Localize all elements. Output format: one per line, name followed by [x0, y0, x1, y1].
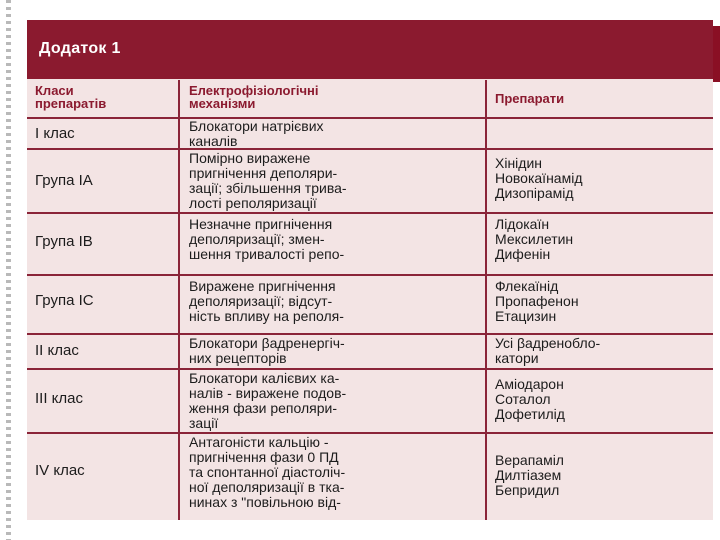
table-cell-class: Група ІС: [35, 292, 94, 309]
table-cell-drugs: Аміодарон Соталол Дофетилід: [495, 376, 565, 422]
table-cell-mechanism: Помірно виражене пригнічення деполяри- зації; збільшення трива- лості реполяризації: [189, 150, 347, 211]
row-divider: [27, 432, 713, 434]
table-cell-mechanism: Виражене пригнічення деполяризації; відсут- ність впливу на реполя-: [189, 278, 344, 324]
appendix-title: Додаток 1: [39, 40, 121, 57]
row-divider: [27, 148, 713, 150]
table-cell-class: ІІ клас: [35, 342, 79, 359]
row-divider: [27, 274, 713, 276]
table-cell-mechanism: Антагоністи кальцію - пригнічення фази 0 ПД та спонтанної діастоліч- ної деполяризації в тка- нинах з "повільною від-: [189, 434, 346, 510]
appendix-title-band: [27, 20, 713, 79]
table-cell-class: Група ІА: [35, 172, 93, 189]
table-cell-drugs: Флекаїнід Пропафенон Етацизин: [495, 278, 579, 324]
row-divider: [27, 368, 713, 370]
table-cell-mechanism: Незначне пригнічення деполяризації; змен- шення тривалості репо-: [189, 216, 345, 262]
column-header-mechanisms: Електрофізіологічні механізми: [189, 83, 319, 111]
appendix-table-card: [27, 20, 713, 520]
column-header-classes: Класи препаратів: [35, 83, 107, 111]
table-cell-drugs: Усі βадренобло- катори: [495, 335, 601, 366]
row-divider: [27, 333, 713, 335]
table-cell-class: ІV клас: [35, 462, 85, 479]
column-divider: [485, 80, 487, 520]
row-divider: [27, 117, 713, 119]
table-cell-drugs: Хінідин Новокаїнамід Дизопірамід: [495, 155, 583, 201]
slide-left-dotted-rule: [6, 0, 11, 540]
table-cell-mechanism: Блокатори натрієвих каналів: [189, 118, 324, 149]
column-divider: [178, 80, 180, 520]
row-divider: [27, 212, 713, 214]
column-header-drugs: Препарати: [495, 91, 565, 106]
table-cell-class: Група ІВ: [35, 233, 93, 250]
table-cell-drugs: Лідокаїн Мексилетин Дифенін: [495, 216, 574, 262]
table-cell-drugs: Верапаміл Дилтіазем Бепридил: [495, 452, 564, 498]
table-cell-class: ІІІ клас: [35, 390, 83, 407]
table-cell-class: І клас: [35, 125, 75, 142]
slide-accent-bar: [712, 26, 720, 82]
table-cell-mechanism: Блокатори калієвих ка- налів - виражене подов- ження фази реполяри- зації: [189, 370, 347, 431]
table-cell-mechanism: Блокатори βадренергіч- них рецепторів: [189, 335, 345, 366]
